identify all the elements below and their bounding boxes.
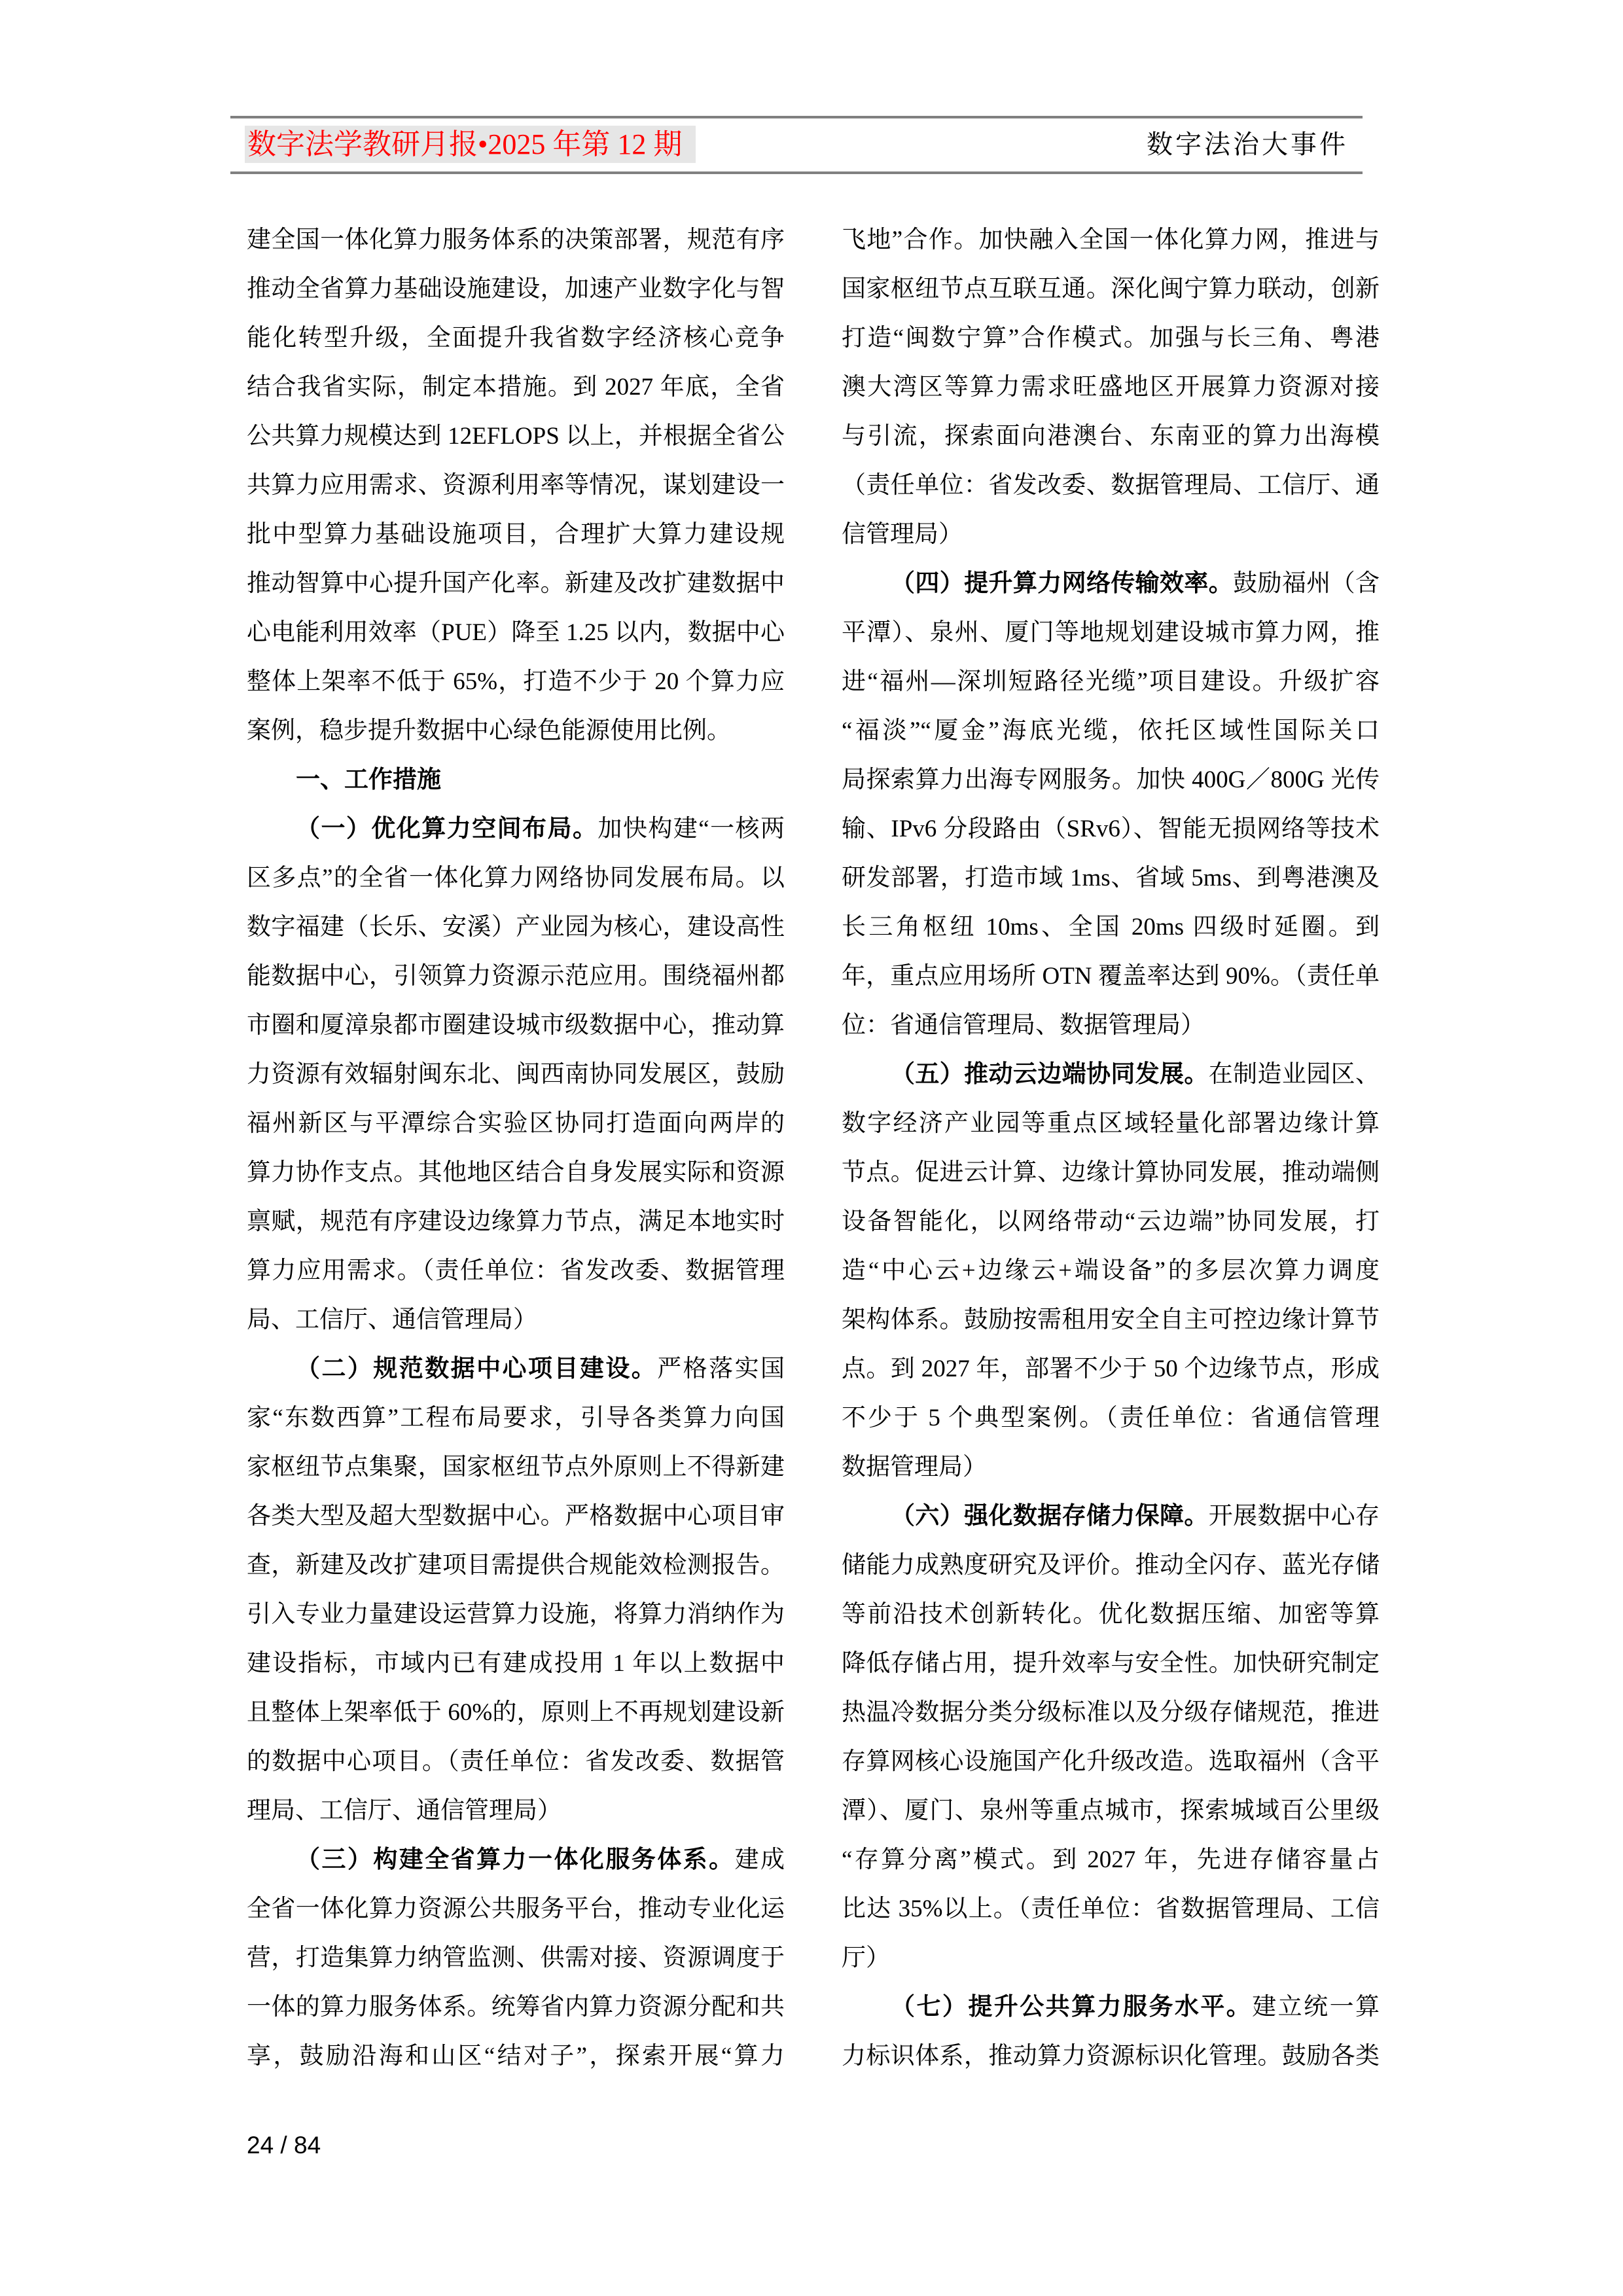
text-line [247,608,785,657]
body-text: 批中型算力基础设施项目，合理扩大算力建设规 [247,521,785,548]
text-line [842,1541,1380,1590]
body-text: 存算网核心设施国产化升级改造。选取福州（含平 [842,1748,1380,1775]
text-line [247,1541,785,1590]
text-line [247,903,785,952]
body-text: 家“东数西算”工程布局要求，引导各类算力向国 [247,1405,785,1431]
text-line [842,1786,1380,1835]
body-text: 建全国一体化算力服务体系的决策部署，规范有序 [247,226,785,253]
body-text: 加快构建“一核两 [597,816,785,842]
body-text: 推动智算中心提升国产化率。新建及改扩建数据中 [247,570,785,597]
text-line [842,1393,1380,1443]
text-line [842,1246,1380,1295]
text-line [842,1933,1380,1982]
bold-heading-text: （五）推动云边端协同发展。 [891,1061,1209,1088]
text-line [842,363,1380,412]
body-text: 平潭）、泉州、厦门等地规划建设城市算力网，推 [842,619,1380,646]
body-text: 推动全省算力基础设施建设，加速产业数字化与智 [247,276,785,302]
body-text: 点。到 2027 年，部署不少于 50 个边缘节点，形成 [842,1355,1380,1382]
text-line [247,412,785,461]
body-text: 研发部署，打造市域 1ms、省域 5ms、到粤港澳及 [842,865,1380,891]
body-text: 福州新区与平潭综合实验区协同打造面向两岸的 [247,1110,785,1137]
text-line [247,363,785,412]
body-text: “存算分离”模式。到 2027 年，先进存储容量占 [842,1846,1380,1873]
text-line [247,1786,785,1835]
body-text: 市圈和厦漳泉都市圈建设城市级数据中心，推动算 [247,1012,785,1039]
text-line [247,1246,785,1295]
text-line [247,853,785,903]
text-line [247,1835,785,1884]
body-text: 开展数据中心存 [1208,1503,1380,1530]
body-text: 潭）、厦门、泉州等重点城市，探索城域百公里级 [842,1797,1380,1824]
body-text: 数据管理局） [842,1454,987,1480]
header-bottom-rule [230,171,1363,174]
text-line [842,412,1380,461]
text-line [842,706,1380,755]
body-text: 算力协作支点。其他地区结合自身发展实际和资源 [247,1159,785,1186]
text-line [247,2032,785,2081]
text-line [842,1737,1380,1786]
text-line [247,461,785,510]
body-text: 各类大型及超大型数据中心。严格数据中心项目审 [247,1503,785,1530]
text-line [842,657,1380,706]
text-line [842,1148,1380,1197]
body-text: 年，重点应用场所 OTN 覆盖率达到 90%。（责任单 [842,963,1380,990]
body-text: 建成 [734,1846,785,1873]
body-text: 节点。促进云计算、边缘计算协同发展，推动端侧 [842,1159,1380,1186]
body-text: 全省一体化算力资源公共服务平台，推动专业化运 [247,1895,785,1922]
bold-heading-text: 一、工作措施 [296,766,441,793]
body-text: 营，打造集算力纳管监测、供需对接、资源调度于 [247,1945,785,1971]
text-line [842,264,1380,314]
body-text: 信管理局） [842,521,963,548]
body-text: 架构体系。鼓励按需租用安全自主可控边缘计算节 [842,1306,1380,1333]
body-text: 结合我省实际，制定本措施。到 2027 年底，全省 [247,374,785,401]
body-text: 力标识体系，推动算力资源标识化管理。鼓励各类 [842,2043,1380,2070]
bold-heading-text: （一）优化算力空间布局。 [296,816,598,842]
body-text: 区多点”的全省一体化算力网络协同发展布局。以 [247,865,785,891]
bold-heading-text: （七）提升公共算力服务水平。 [891,1994,1253,2020]
body-text: 数字福建（长乐、安溪）产业园为核心，建设高性 [247,914,785,941]
body-text: 的数据中心项目。（责任单位：省发改委、数据管 [247,1748,785,1775]
body-text: 建立统一算 [1252,1994,1380,2020]
body-text: 严格落实国 [657,1355,785,1382]
body-text: 飞地”合作。加快融入全国一体化算力网，推进与 [842,226,1380,253]
body-text: 在制造业园区、 [1208,1061,1380,1088]
body-text: 与引流，探索面向港澳台、东南亚的算力出海模 [842,423,1380,450]
text-line [247,657,785,706]
body-text: 且整体上架率低于 60%的，原则上不再规划建设新 [247,1699,785,1726]
body-text: 能化转型升级，全面提升我省数字经济核心竞争 [247,325,785,351]
text-line [247,804,785,853]
body-text: 澳大湾区等算力需求旺盛地区开展算力资源对接 [842,374,1380,401]
body-text: 整体上架率不低于 65%，打造不少于 20 个算力应 [247,668,785,695]
journal-title: 数字法学教研月报•2025 年第 12 期 [247,128,683,160]
text-line [842,314,1380,363]
text-line [247,1884,785,1933]
body-text: 理局、工信厅、通信管理局） [247,1797,562,1824]
text-line [842,1295,1380,1344]
body-text: 不少于 5 个典型案例。（责任单位：省通信管理 [842,1405,1380,1431]
bold-heading-text: （三）构建全省算力一体化服务体系。 [296,1846,735,1873]
text-line [842,1197,1380,1246]
body-text: 位：省通信管理局、数据管理局） [842,1012,1205,1039]
body-text: 局探索算力出海专网服务。加快 400G／800G 光传 [842,766,1380,793]
right-column [842,215,1380,2081]
body-text: 国家枢纽节点互联互通。深化闽宁算力联动，创新 [842,276,1380,302]
text-line [247,952,785,1001]
text-line [842,1001,1380,1050]
body-text: 能数据中心，引领算力资源示范应用。围绕福州都 [247,963,785,990]
body-text: 心电能利用效率（PUE）降至 1.25 以内，数据中心 [247,619,785,646]
bold-heading-text: （二）规范数据中心项目建设。 [296,1355,658,1382]
text-line [842,1050,1380,1099]
bold-heading-text: （六）强化数据存储力保障。 [891,1503,1209,1530]
text-line [247,314,785,363]
body-text: 比达 35%以上。（责任单位：省数据管理局、工信 [842,1895,1380,1922]
text-line [842,853,1380,903]
text-line [247,1197,785,1246]
text-line [247,1001,785,1050]
body-text: 公共算力规模达到 12EFLOPS 以上，并根据全省公 [247,423,785,450]
body-text: 设备智能化，以网络带动“云边端”协同发展，打 [842,1208,1380,1235]
text-line [842,804,1380,853]
page-number: 24 / 84 [247,2132,321,2159]
body-text: 一体的算力服务体系。统筹省内算力资源分配和共 [247,1994,785,2020]
text-line [247,755,785,804]
body-text: 厅） [842,1945,890,1971]
text-line [247,1050,785,1099]
text-line [842,903,1380,952]
text-line [247,264,785,314]
body-text: 享，鼓励沿海和山区“结对子”，探索开展“算力 [247,2043,785,2070]
body-text: “福淡”“厦金”海底光缆，依托区域性国际关口 [842,717,1380,744]
body-text: 降低存储占用，提升效率与安全性。加快研究制定 [842,1650,1380,1677]
body-text: 建设指标，市域内已有建成投用 1 年以上数据中 [247,1650,785,1677]
body-text: 打造“闽数宁算”合作模式。加强与长三角、粤港 [842,325,1380,351]
text-line [842,559,1380,608]
text-line [247,1099,785,1148]
text-line [247,1688,785,1737]
text-line [842,1492,1380,1541]
text-line [842,1099,1380,1148]
body-text: 输、IPv6 分段路由（SRv6）、智能无损网络等技术 [842,816,1380,842]
body-text: 力资源有效辐射闽东北、闽西南协同发展区，鼓励 [247,1061,785,1088]
body-text: 热温冷数据分类分级标准以及分级存储规范，推进 [842,1699,1380,1726]
body-text: 长三角枢纽 10ms、全国 20ms 四级时延圈。到 [842,914,1380,941]
text-line [842,2032,1380,2081]
body-text: 共算力应用需求、资源利用率等情况，谋划建设一 [247,472,785,499]
body-text: 算力应用需求。（责任单位：省发改委、数据管理 [247,1257,785,1284]
bold-heading-text: （四）提升算力网络传输效率。 [891,570,1234,597]
body-text: 鼓励福州（含 [1233,570,1380,597]
body-text: 家枢纽节点集聚，国家枢纽节点外原则上不得新建 [247,1454,785,1480]
body-text: 案例，稳步提升数据中心绿色能源使用比例。 [247,717,731,744]
text-line [842,755,1380,804]
body-text: 数字经济产业园等重点区域轻量化部署边缘计算 [842,1110,1380,1137]
body-text: 禀赋，规范有序建设边缘算力节点，满足本地实时 [247,1208,785,1235]
text-line [842,1639,1380,1688]
body-text: （责任单位：省发改委、数据管理局、工信厅、通 [842,472,1380,499]
text-line [247,1639,785,1688]
text-line [247,510,785,559]
text-line [247,559,785,608]
text-line [247,1590,785,1639]
body-text: 等前沿技术创新转化。优化数据压缩、加密等算 [842,1601,1380,1628]
header-top-rule [230,116,1363,118]
text-line [247,215,785,264]
left-column [247,215,785,2081]
text-line [247,1492,785,1541]
body-text: 局、工信厅、通信管理局） [247,1306,537,1333]
text-line [247,1148,785,1197]
section-title: 数字法治大事件 [1147,130,1348,159]
text-line [842,1835,1380,1884]
body-text: 查，新建及改扩建项目需提供合规能效检测报告。 [247,1552,785,1579]
body-text: 引入专业力量建设运营算力设施，将算力消纳作为 [247,1601,785,1628]
text-line [247,1443,785,1492]
text-line [842,1982,1380,2032]
text-line [842,608,1380,657]
text-line [247,1933,785,1982]
text-line [842,510,1380,559]
text-line [842,461,1380,510]
body-text: 造“中心云+边缘云+端设备”的多层次算力调度 [842,1257,1380,1284]
text-line [842,1590,1380,1639]
text-line [247,1344,785,1393]
text-line [842,1344,1380,1393]
text-line [247,1982,785,2032]
text-line [842,1884,1380,1933]
text-line [842,215,1380,264]
text-line [842,1443,1380,1492]
body-text: 进“福州—深圳短路径光缆”项目建设。升级扩容 [842,668,1380,695]
body-text: 储能力成熟度研究及评价。推动全闪存、蓝光存储 [842,1552,1380,1579]
text-line [247,706,785,755]
text-line [247,1737,785,1786]
text-line [842,1688,1380,1737]
text-line [247,1295,785,1344]
text-line [247,1393,785,1443]
text-line [842,952,1380,1001]
